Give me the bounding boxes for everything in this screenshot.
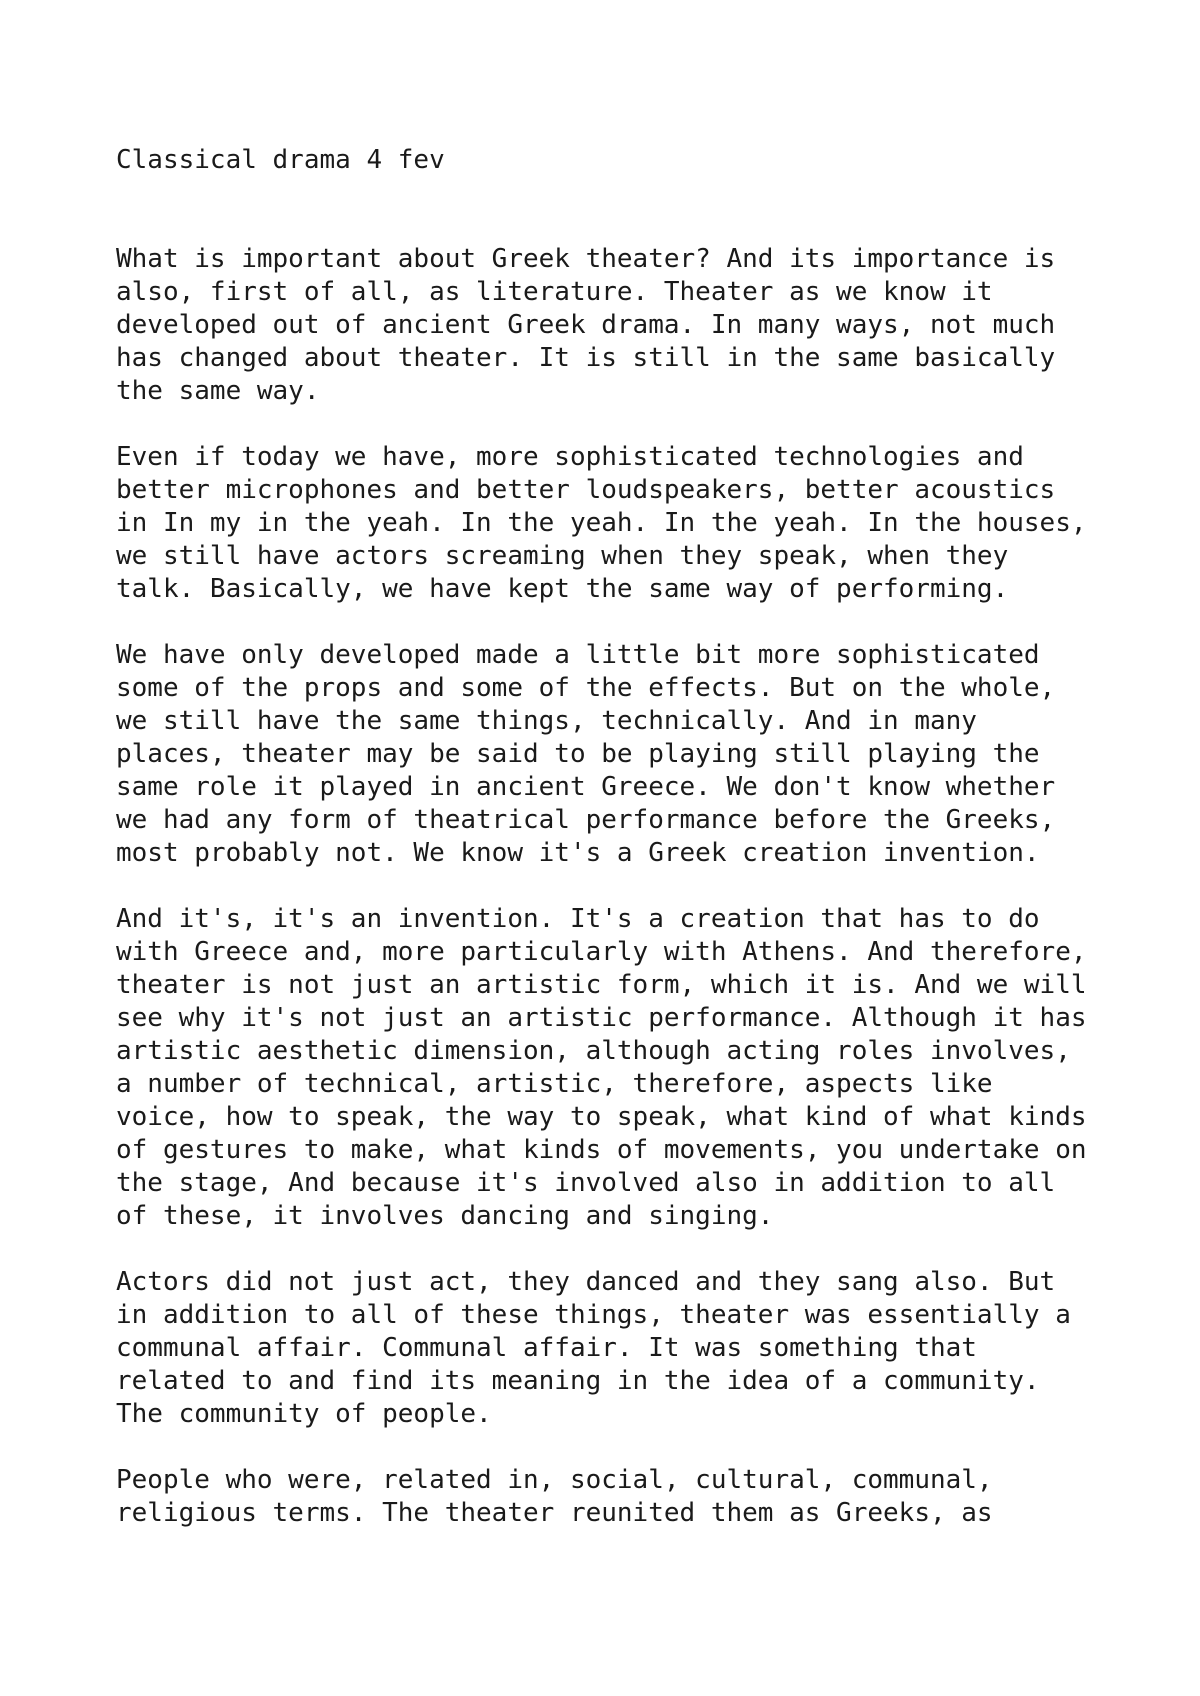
text-line: see why it's not just an artistic performance. Although it has	[116, 1003, 1087, 1033]
text-line: The community of people.	[116, 1399, 492, 1429]
paragraph	[116, 1464, 1116, 1530]
paragraph	[116, 441, 1116, 606]
text-line: We have only developed made a little bit more sophisticated	[116, 640, 1040, 670]
text-line: a number of technical, artistic, therefore, aspects like	[116, 1069, 993, 1099]
text-line: related to and find its meaning in the idea of a community.	[116, 1366, 1040, 1396]
text-line: theater is not just an artistic form, which it is. And we will	[116, 970, 1087, 1000]
text-line: What is important about Greek theater? And its importance is	[116, 244, 1056, 274]
text-line: the same way.	[116, 376, 320, 406]
text-line: the stage, And because it's involved also in addition to all	[116, 1168, 1056, 1198]
paragraph	[116, 1266, 1116, 1431]
document-title: Classical drama 4 fev	[116, 145, 445, 175]
text-line: places, theater may be said to be playing still playing the	[116, 739, 1040, 769]
text-line: in In my in the yeah. In the yeah. In the yeah. In the houses,	[116, 508, 1087, 538]
text-line: talk. Basically, we have kept the same way of performing.	[116, 574, 1009, 604]
text-line: religious terms. The theater reunited them as Greeks, as	[116, 1498, 993, 1528]
text-line: Even if today we have, more sophisticated technologies and	[116, 442, 1024, 472]
paragraph-list	[116, 243, 1116, 1530]
text-line: developed out of ancient Greek drama. In many ways, not much	[116, 310, 1056, 340]
text-line: some of the props and some of the effects. But on the whole,	[116, 673, 1056, 703]
text-line: we still have actors screaming when they speak, when they	[116, 541, 1009, 571]
text-line: And it's, it's an invention. It's a creation that has to do	[116, 904, 1040, 934]
text-line: we had any form of theatrical performance before the Greeks,	[116, 805, 1056, 835]
text-line: artistic aesthetic dimension, although acting roles involves,	[116, 1036, 1071, 1066]
paragraph	[116, 639, 1116, 870]
paragraph	[116, 243, 1116, 408]
text-line: same role it played in ancient Greece. We don't know whether	[116, 772, 1056, 802]
paragraph	[116, 903, 1116, 1233]
text-line: we still have the same things, technically. And in many	[116, 706, 977, 736]
text-line: Actors did not just act, they danced and they sang also. But	[116, 1267, 1056, 1297]
document-body	[116, 144, 1116, 1563]
text-line: communal affair. Communal affair. It was something that	[116, 1333, 977, 1363]
text-line: voice, how to speak, the way to speak, what kind of what kinds	[116, 1102, 1087, 1132]
text-line: has changed about theater. It is still in the same basically	[116, 343, 1056, 373]
text-line: also, first of all, as literature. Theater as we know it	[116, 277, 993, 307]
text-line: of gestures to make, what kinds of movements, you undertake on	[116, 1135, 1087, 1165]
text-line: with Greece and, more particularly with Athens. And therefore,	[116, 937, 1087, 967]
text-line: better microphones and better loudspeakers, better acoustics	[116, 475, 1056, 505]
text-line: People who were, related in, social, cultural, communal,	[116, 1465, 993, 1495]
text-line: in addition to all of these things, theater was essentially a	[116, 1300, 1071, 1330]
text-line: most probably not. We know it's a Greek creation invention.	[116, 838, 1040, 868]
text-line: of these, it involves dancing and singing.	[116, 1201, 774, 1231]
